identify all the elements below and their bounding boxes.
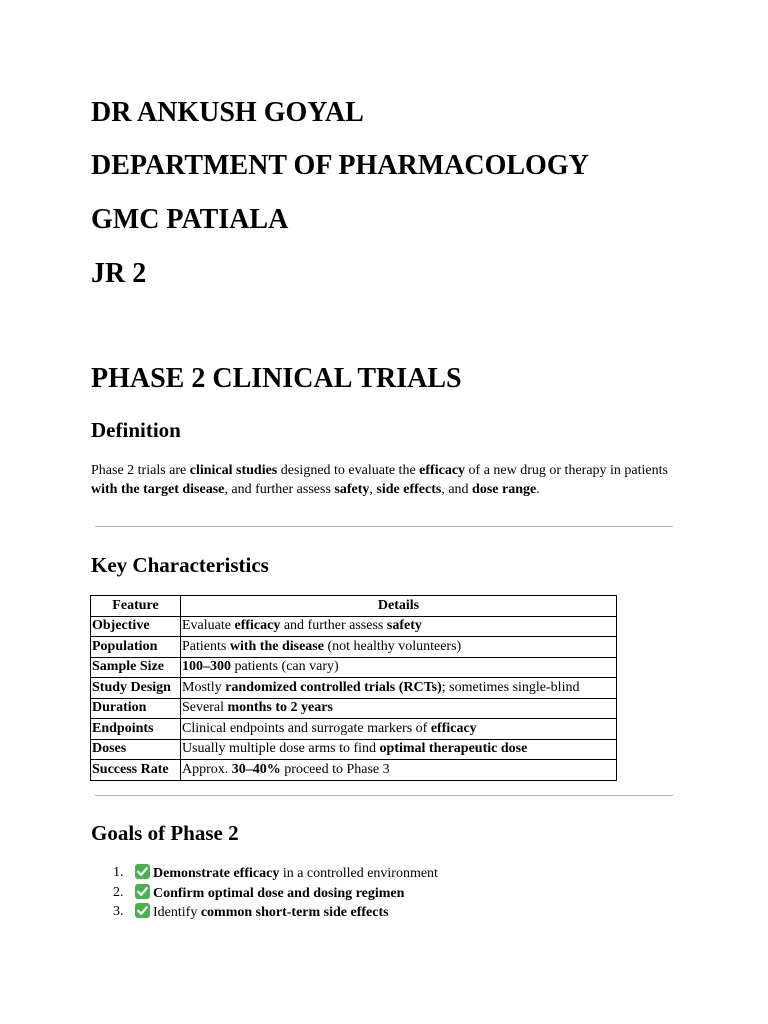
- bold-text: common short-term side effects: [200, 905, 389, 920]
- text-run: ,: [369, 482, 377, 497]
- text-run: Several: [182, 700, 228, 716]
- author-institution: GMC PATIALA: [91, 204, 289, 235]
- table-row: [91, 739, 617, 760]
- bold-text: Demonstrate efficacy: [153, 866, 280, 881]
- characteristics-table: [90, 595, 617, 781]
- details-cell: [181, 719, 617, 740]
- list-item-number: 2.: [113, 884, 124, 900]
- text-run: ; sometimes single-blind: [441, 679, 580, 695]
- goals-heading: Goals of Phase 2: [91, 821, 239, 845]
- column-header-details: Details: [181, 596, 617, 617]
- feature-cell: Sample Size: [91, 657, 181, 678]
- bold-text: safety: [386, 618, 422, 634]
- text-run: Evaluate: [182, 618, 235, 634]
- check-mark-button-icon: [135, 903, 150, 918]
- bold-text: with the target disease: [91, 482, 225, 497]
- author-name: DR ANKUSH GOYAL: [91, 97, 364, 128]
- definition-heading: Definition: [91, 418, 181, 442]
- bold-text: with the disease: [229, 638, 324, 654]
- text-run: .: [536, 482, 540, 497]
- feature-cell: Doses: [91, 739, 181, 760]
- list-item: [91, 884, 438, 904]
- text-run: Usually multiple dose arms to find: [182, 741, 380, 757]
- bold-text: efficacy: [430, 720, 477, 736]
- table-row: [91, 637, 617, 658]
- table-body: [91, 616, 617, 780]
- column-header-feature: Feature: [91, 596, 181, 617]
- author-department: DEPARTMENT OF PHARMACOLOGY: [91, 150, 589, 181]
- details-cell: [181, 739, 617, 760]
- bold-text: clinical studies: [189, 463, 278, 478]
- text-run: proceed to Phase 3: [280, 761, 390, 777]
- text-run: of a new drug or therapy in patients: [465, 463, 668, 478]
- bold-text: 100–300: [182, 659, 231, 675]
- text-run: in a controlled environment: [279, 866, 438, 881]
- feature-cell: Success Rate: [91, 760, 181, 781]
- text-run: patients (can vary): [231, 659, 339, 675]
- bold-text: optimal therapeutic dose: [379, 741, 528, 757]
- page-title: PHASE 2 CLINICAL TRIALS: [91, 363, 462, 394]
- text-run: (not healthy volunteers): [323, 638, 462, 654]
- list-item: [91, 864, 438, 884]
- details-cell: [181, 678, 617, 699]
- bold-text: safety: [334, 482, 370, 497]
- table-row: [91, 698, 617, 719]
- details-cell: [181, 616, 617, 637]
- feature-cell: Duration: [91, 698, 181, 719]
- goals-list: [91, 864, 438, 923]
- text-run: Mostly: [182, 679, 226, 695]
- bold-text: dose range: [472, 482, 537, 497]
- text-run: and further assess: [280, 618, 387, 634]
- characteristics-heading: Key Characteristics: [91, 553, 269, 577]
- feature-cell: Population: [91, 637, 181, 658]
- details-cell: [181, 760, 617, 781]
- bold-text: efficacy: [419, 463, 466, 478]
- bold-text: months to 2 years: [227, 700, 333, 716]
- section-divider: [95, 526, 673, 527]
- list-item-number: 1.: [113, 865, 124, 880]
- text-run: Patients: [182, 638, 230, 654]
- bold-text: randomized controlled trials (RCTs): [225, 679, 442, 695]
- definition-paragraph: [91, 461, 691, 499]
- table-row: [91, 616, 617, 637]
- table-header-row: [91, 596, 617, 617]
- feature-cell: Study Design: [91, 678, 181, 699]
- list-item-number: 3.: [113, 904, 124, 919]
- feature-cell: Endpoints: [91, 719, 181, 740]
- details-cell: [181, 698, 617, 719]
- table-row: [91, 657, 617, 678]
- text-run: Phase 2 trials are: [91, 463, 190, 478]
- bold-text: 30–40%: [231, 761, 281, 777]
- check-mark-button-icon: [135, 864, 150, 879]
- table-row: [91, 678, 617, 699]
- section-divider: [95, 795, 673, 796]
- table-row: [91, 719, 617, 740]
- details-cell: [181, 637, 617, 658]
- text-run: , and further assess: [224, 482, 335, 497]
- check-mark-button-icon: [135, 884, 150, 899]
- author-designation: JR 2: [91, 258, 147, 289]
- text-run: Identify: [153, 905, 201, 920]
- details-cell: [181, 657, 617, 678]
- table-row: [91, 760, 617, 781]
- text-run: Clinical endpoints and surrogate markers of: [182, 720, 431, 736]
- bold-text: Confirm optimal dose and dosing regimen: [153, 885, 405, 901]
- list-item: [91, 903, 438, 923]
- text-run: designed to evaluate the: [277, 463, 420, 478]
- bold-text: side effects: [376, 482, 442, 497]
- bold-text: efficacy: [234, 618, 281, 634]
- text-run: Approx.: [182, 761, 232, 777]
- feature-cell: Objective: [91, 616, 181, 637]
- text-run: , and: [441, 482, 473, 497]
